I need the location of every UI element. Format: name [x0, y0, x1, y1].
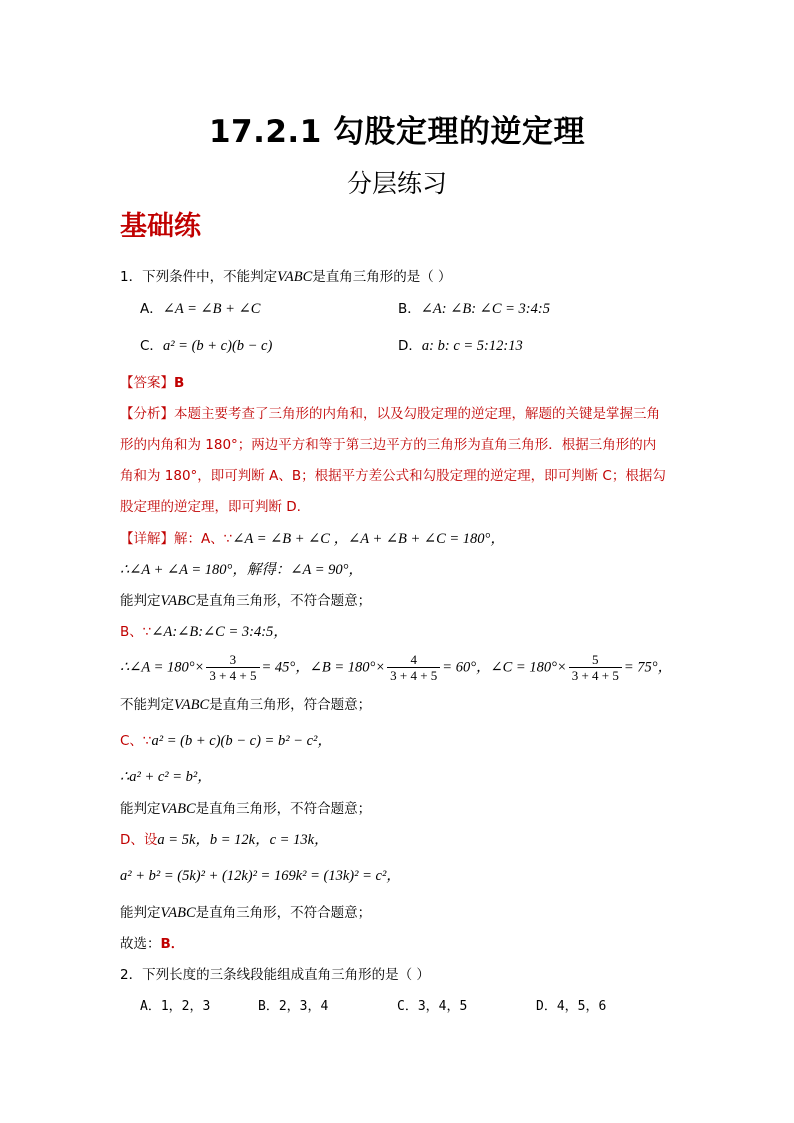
question-1-stem-text: 1．下列条件中，不能判定	[120, 269, 278, 285]
detail-5-part-c: = 60°，∠C = 180°×	[442, 659, 567, 676]
fraction-c-numerator: 5	[592, 652, 599, 667]
detail-7-prefix: C、∵	[120, 733, 152, 749]
detail-12-prefix: 能判定	[120, 905, 161, 921]
section-heading: 基础练	[120, 211, 201, 242]
detail-line-1	[120, 530, 505, 548]
option-d-math: a: b: c = 5:12:13	[421, 338, 523, 354]
question-1-stem-end: 是直角三角形的是（ ）	[312, 269, 452, 285]
detail-line-8	[120, 768, 212, 786]
analysis-text-1: 本题主要考查了三角形的内角和，以及勾股定理的逆定理，解题的关键是掌握三角	[174, 406, 660, 422]
detail-9-suffix: 是直角三角形，不符合题意；	[195, 801, 372, 817]
triangle-label: VABC	[160, 905, 196, 921]
triangle-label: VABC	[277, 269, 313, 285]
option-d	[398, 337, 523, 355]
question-2-option-d: D．4，5，6	[536, 999, 607, 1014]
detail-11-math: a² + b² = (5k)² + (12k)² = 169k² = (13k)² = c²，	[120, 868, 401, 884]
triangle-label: VABC	[160, 801, 196, 817]
page-title: 17.2.1 勾股定理的逆定理	[208, 114, 586, 150]
detail-2-math: ∴∠A + ∠A = 180°，解得：∠A = 90°，	[120, 562, 363, 578]
detail-line-10	[120, 831, 329, 849]
detail-12-suffix: 是直角三角形，不符合题意；	[195, 905, 372, 921]
detail-4-math: ∠A:∠B:∠C = 3:4:5，	[151, 624, 288, 640]
question-2-option-c: C．3，4，5	[397, 999, 468, 1014]
detail-line-3	[120, 592, 371, 610]
detail-6-suffix: 是直角三角形，符合题意；	[209, 697, 372, 713]
detail-3-prefix: 能判定	[120, 593, 161, 609]
detail-5-part-b: = 45°，∠B = 180°×	[261, 659, 386, 676]
option-a-label: A．	[140, 301, 163, 317]
analysis-tag: 【分析】	[120, 406, 174, 422]
detail-5-part-d: = 75°，	[623, 659, 673, 676]
analysis-line-4: 股定理的逆定理，即可判断 D.	[120, 499, 301, 515]
answer-value: B	[174, 375, 185, 391]
option-a-math: ∠A = ∠B + ∠C	[162, 301, 261, 317]
question-1-stem	[120, 268, 452, 286]
fraction-a-numerator: 3	[229, 652, 237, 667]
analysis-line-1	[120, 405, 660, 423]
detail-line-7	[120, 732, 332, 750]
detail-1-prefix: 解：A、∵	[174, 531, 233, 547]
option-b-math: ∠A: ∠B: ∠C = 3:4:5	[420, 301, 550, 317]
detail-10-math: a = 5k，b = 12k，c = 13k，	[157, 832, 329, 848]
detail-line-6	[120, 696, 371, 714]
detail-line-2	[120, 561, 363, 579]
detail-9-prefix: 能判定	[120, 801, 161, 817]
fraction-b-numerator: 4	[410, 652, 417, 667]
detail-4-prefix: B、∵	[120, 624, 152, 640]
conclusion-prefix: 故选：	[120, 936, 161, 952]
detail-5-part-a: ∴∠A = 180°×	[120, 659, 205, 676]
option-a	[140, 300, 260, 318]
detail-line-11	[120, 867, 401, 885]
answer-line	[120, 374, 184, 392]
fraction-b	[387, 652, 440, 683]
detail-line-12	[120, 904, 371, 922]
question-2-option-b: B．2，3，4	[258, 999, 329, 1014]
detail-line-4	[120, 623, 288, 641]
fraction-c	[569, 652, 622, 683]
triangle-label: VABC	[160, 593, 196, 609]
detail-tag: 【详解】	[120, 531, 174, 547]
detail-line-5	[120, 652, 672, 683]
option-b-label: B．	[398, 301, 421, 317]
question-2-stem: 2．下列长度的三条线段能组成直角三角形的是（ ）	[120, 967, 430, 983]
conclusion-answer: B．	[160, 936, 185, 952]
analysis-line-3: 角和为 180°，即可判断 A、B；根据平方差公式和勾股定理的逆定理，即可判断 C；根据勾	[120, 468, 666, 484]
detail-3-suffix: 是直角三角形，不符合题意；	[195, 593, 372, 609]
detail-10-prefix: D、设	[120, 832, 158, 848]
fraction-a	[206, 652, 259, 683]
option-c-math: a² = (b + c)(b − c)	[162, 338, 273, 354]
option-d-label: D．	[398, 338, 422, 354]
detail-1-math: ∠A = ∠B + ∠C ，∠A + ∠B + ∠C = 180°，	[232, 531, 505, 547]
option-b	[398, 300, 550, 318]
conclusion-line	[120, 935, 184, 953]
detail-8-math: ∴a² + c² = b²，	[120, 769, 212, 785]
option-c-label: C．	[140, 338, 163, 354]
detail-6-prefix: 不能判定	[120, 697, 174, 713]
fraction-b-denominator: 3 + 4 + 5	[387, 667, 440, 683]
analysis-line-2: 形的内角和为 180°；两边平方和等于第三边平方的三角形为直角三角形．根据三角形的内	[120, 437, 657, 453]
detail-7-math: a² = (b + c)(b − c) = b² − c²，	[151, 733, 332, 749]
option-c	[140, 337, 272, 355]
answer-tag: 【答案】	[120, 375, 174, 391]
page-subtitle: 分层练习	[346, 169, 447, 198]
question-2-option-a: A．1，2，3	[140, 999, 211, 1014]
detail-line-9	[120, 800, 371, 818]
triangle-label: VABC	[174, 697, 210, 713]
fraction-a-denominator: 3 + 4 + 5	[206, 667, 259, 683]
fraction-c-denominator: 3 + 4 + 5	[569, 667, 622, 683]
